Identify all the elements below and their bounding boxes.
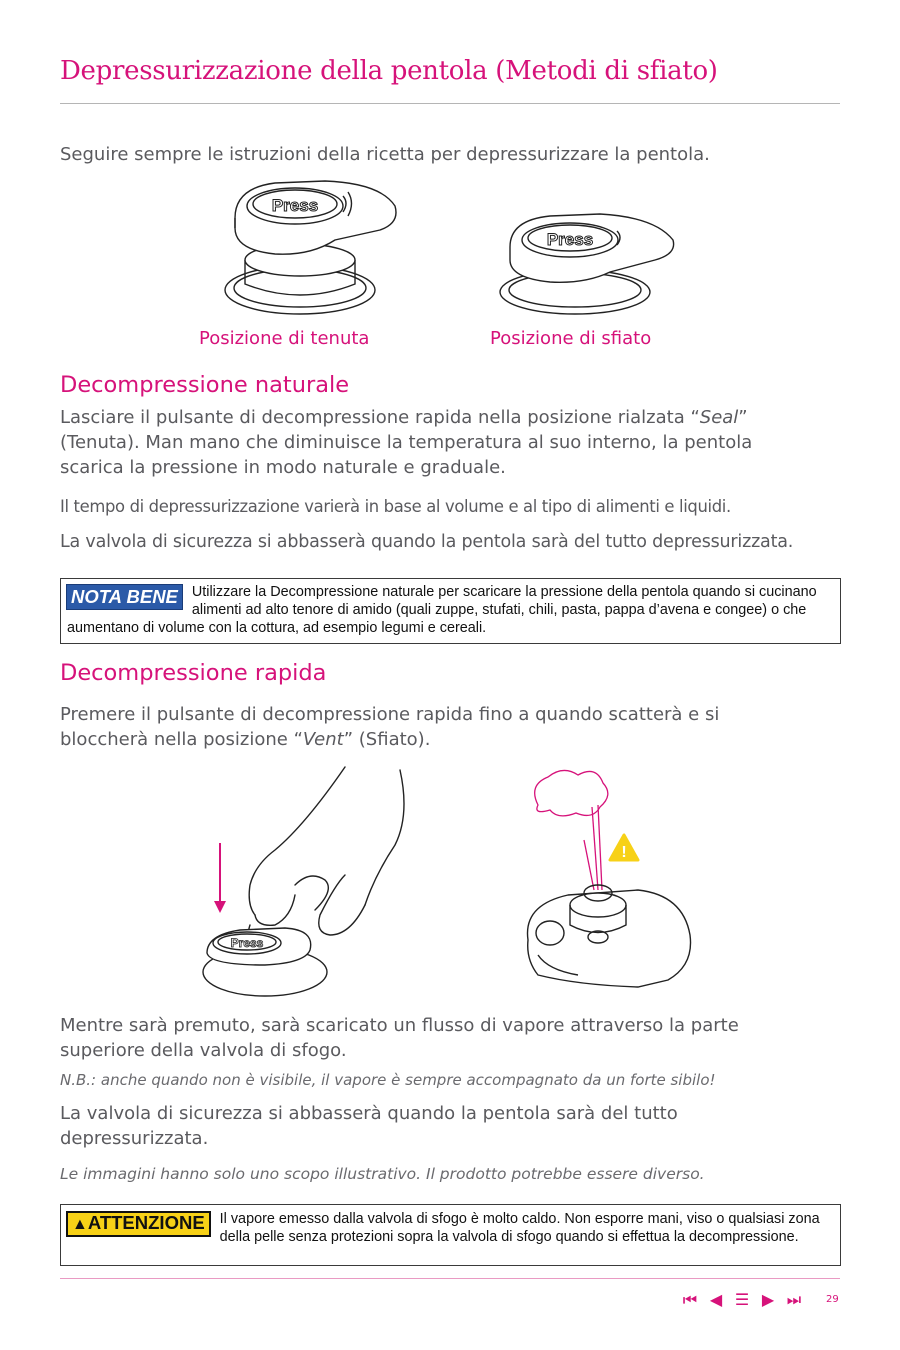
nota-bene-text: Utilizzare la Decompressione naturale per scaricare la pressione della pentola quando si cucinano alimenti ad alto tenore di amido (quali zuppe, stufati, chili, pasta, pappa d’avena e congee) o che aumentano di volume con la cottura, ad esempio legumi e cereali.	[67, 584, 817, 636]
footer-divider	[60, 1278, 840, 1279]
nota-bene-box	[60, 578, 841, 644]
page-title: Depressurizzazione della pentola (Metodi di sfiato)	[60, 56, 718, 86]
heading-natural-release: Decompressione naturale	[60, 372, 350, 398]
nb-text: anche quando non è visibile, il vapore è sempre accompagnato da un forte sibilo!	[96, 1071, 716, 1089]
attenzione-label: ATTENZIONE	[87, 1212, 205, 1233]
quick-p1-text-a: Premere il pulsante di decompressione rapida fino a quando scatterà e si bloccherà nella posizione “	[60, 704, 720, 750]
heading-quick-release: Decompressione rapida	[60, 660, 327, 686]
attenzione-tag	[66, 1211, 211, 1237]
natural-p1-text-a: Lasciare il pulsante di decompressione rapida nella posizione rialzata “	[60, 407, 700, 428]
warning-text: Il vapore emesso dalla valvola di sfogo è molto caldo. Non esporre mani, viso o qualsiasi zona della pelle senza protezioni sopra la valvola di sfogo quando si effettua la decompressione.	[219, 1211, 820, 1245]
natural-p1-text-b: ” (Tenuta). Man mano che diminuisce la temperatura al suo interno, la pentola scarica la pressione in modo naturale e graduale.	[60, 407, 753, 478]
quick-p1-vent: Vent	[302, 729, 344, 750]
prev-page-icon[interactable]: ◀	[709, 1290, 723, 1309]
next-page-icon[interactable]: ▶	[761, 1290, 775, 1309]
natural-paragraph-3: La valvola di sicurezza si abbasserà quando la pentola sarà del tutto depressurizzata.	[60, 532, 794, 552]
press-label-seal: Press	[271, 196, 319, 215]
page-number: 29	[826, 1294, 839, 1305]
warning-triangle-icon: ▲	[72, 1216, 88, 1233]
warning-box	[60, 1204, 841, 1266]
first-page-icon[interactable]: ⏮	[682, 1290, 698, 1309]
svg-text:!: !	[621, 844, 627, 861]
quick-paragraph-1	[60, 702, 800, 752]
natural-paragraph-2: Il tempo di depressurizzazione varierà in base al volume e al tipo di alimenti e liquidi.	[60, 497, 731, 516]
last-page-icon[interactable]: ⏭	[786, 1290, 802, 1309]
nb-note	[60, 1071, 716, 1089]
press-label-vent: Press	[546, 230, 594, 249]
nota-bene-tag: NOTA BENE	[66, 584, 183, 610]
steam-vent-illustration	[518, 765, 698, 1010]
quick-paragraph-2: Mentre sarà premuto, sarà scaricato un flusso di vapore attraverso la parte superiore della valvola di sfogo.	[60, 1015, 739, 1061]
title-divider	[60, 103, 840, 104]
natural-paragraph-1	[60, 405, 820, 480]
press-label-finger: Press	[230, 936, 264, 950]
seal-position-illustration	[215, 178, 405, 318]
natural-p1-seal: Seal	[699, 407, 739, 428]
press-button-illustration	[195, 765, 425, 1000]
disclaimer: Le immagini hanno solo uno scopo illustrativo. Il prodotto potrebbe essere diverso.	[60, 1165, 705, 1183]
page-navigation	[680, 1290, 804, 1310]
intro-text: Seguire sempre le istruzioni della ricetta per depressurizzare la pentola.	[60, 144, 710, 165]
vent-position-illustration	[495, 212, 685, 322]
caption-seal: Posizione di tenuta	[199, 328, 370, 349]
menu-icon[interactable]: ☰	[734, 1290, 750, 1309]
caption-vent: Posizione di sfiato	[490, 328, 652, 349]
nb-label: N.B.:	[60, 1071, 97, 1089]
quick-p1-text-b: ” (Sfiato).	[343, 729, 431, 750]
quick-paragraph-3: La valvola di sicurezza si abbasserà quando la pentola sarà del tutto depressurizzata.	[60, 1103, 678, 1149]
